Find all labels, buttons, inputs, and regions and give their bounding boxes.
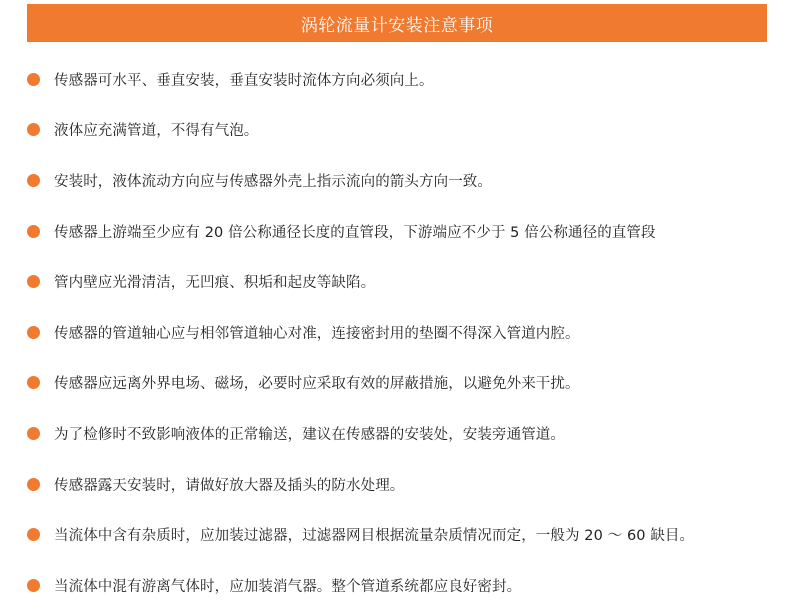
page-title: 涡轮流量计安装注意事项 <box>300 15 494 36</box>
note-text: 当流体中含有杂质时，应加装过滤器，过滤器网目根据流量杂质情况而定，一般为 20 ～ 60 缺目。 <box>54 528 695 545</box>
list-item <box>0 206 790 257</box>
bullet-dot-icon <box>27 275 40 288</box>
note-text: 传感器露天安装时，请做好放大器及插头的防水处理。 <box>54 477 405 494</box>
note-text: 传感器的管道轴心应与相邻管道轴心对准，连接密封用的垫圈不得深入管道内腔。 <box>54 325 580 342</box>
note-text: 传感器应远离外界电场、磁场，必要时应采取有效的屏蔽措施，以避免外来干扰。 <box>54 376 580 393</box>
list-item <box>0 155 790 206</box>
bullet-dot-icon <box>27 427 40 440</box>
list-item <box>0 307 790 358</box>
note-text: 当流体中混有游离气体时，应加装消气器。整个管道系统都应良好密封。 <box>54 578 522 595</box>
note-text: 传感器上游端至少应有 20 倍公称通径长度的直管段，下游端应不少于 5 倍公称通径的直管段 <box>54 224 656 241</box>
list-item <box>0 256 790 307</box>
list-item <box>0 509 790 560</box>
bullet-dot-icon <box>27 528 40 541</box>
note-text: 安装时，液体流动方向应与传感器外壳上指示流向的箭头方向一致。 <box>54 173 492 190</box>
note-text: 传感器可水平、垂直安装，垂直安装时流体方向必须向上。 <box>54 72 434 89</box>
note-text: 管内壁应光滑清洁，无凹痕、积垢和起皮等缺陷。 <box>54 275 376 292</box>
list-item <box>0 560 790 611</box>
bullet-dot-icon <box>27 376 40 389</box>
bullet-dot-icon <box>27 225 40 238</box>
list-item <box>0 105 790 156</box>
bullet-dot-icon <box>27 579 40 592</box>
list-item <box>0 358 790 409</box>
note-text: 液体应充满管道，不得有气泡。 <box>54 123 259 140</box>
bullet-dot-icon <box>27 174 40 187</box>
bullet-dot-icon <box>27 123 40 136</box>
installation-notes-list <box>0 54 790 611</box>
bullet-dot-icon <box>27 478 40 491</box>
list-item <box>0 54 790 105</box>
bullet-dot-icon <box>27 73 40 86</box>
list-item <box>0 408 790 459</box>
note-text: 为了检修时不致影响液体的正常输送，建议在传感器的安装处，安装旁通管道。 <box>54 426 565 443</box>
bullet-dot-icon <box>27 326 40 339</box>
list-item <box>0 459 790 510</box>
title-bar <box>27 4 767 42</box>
